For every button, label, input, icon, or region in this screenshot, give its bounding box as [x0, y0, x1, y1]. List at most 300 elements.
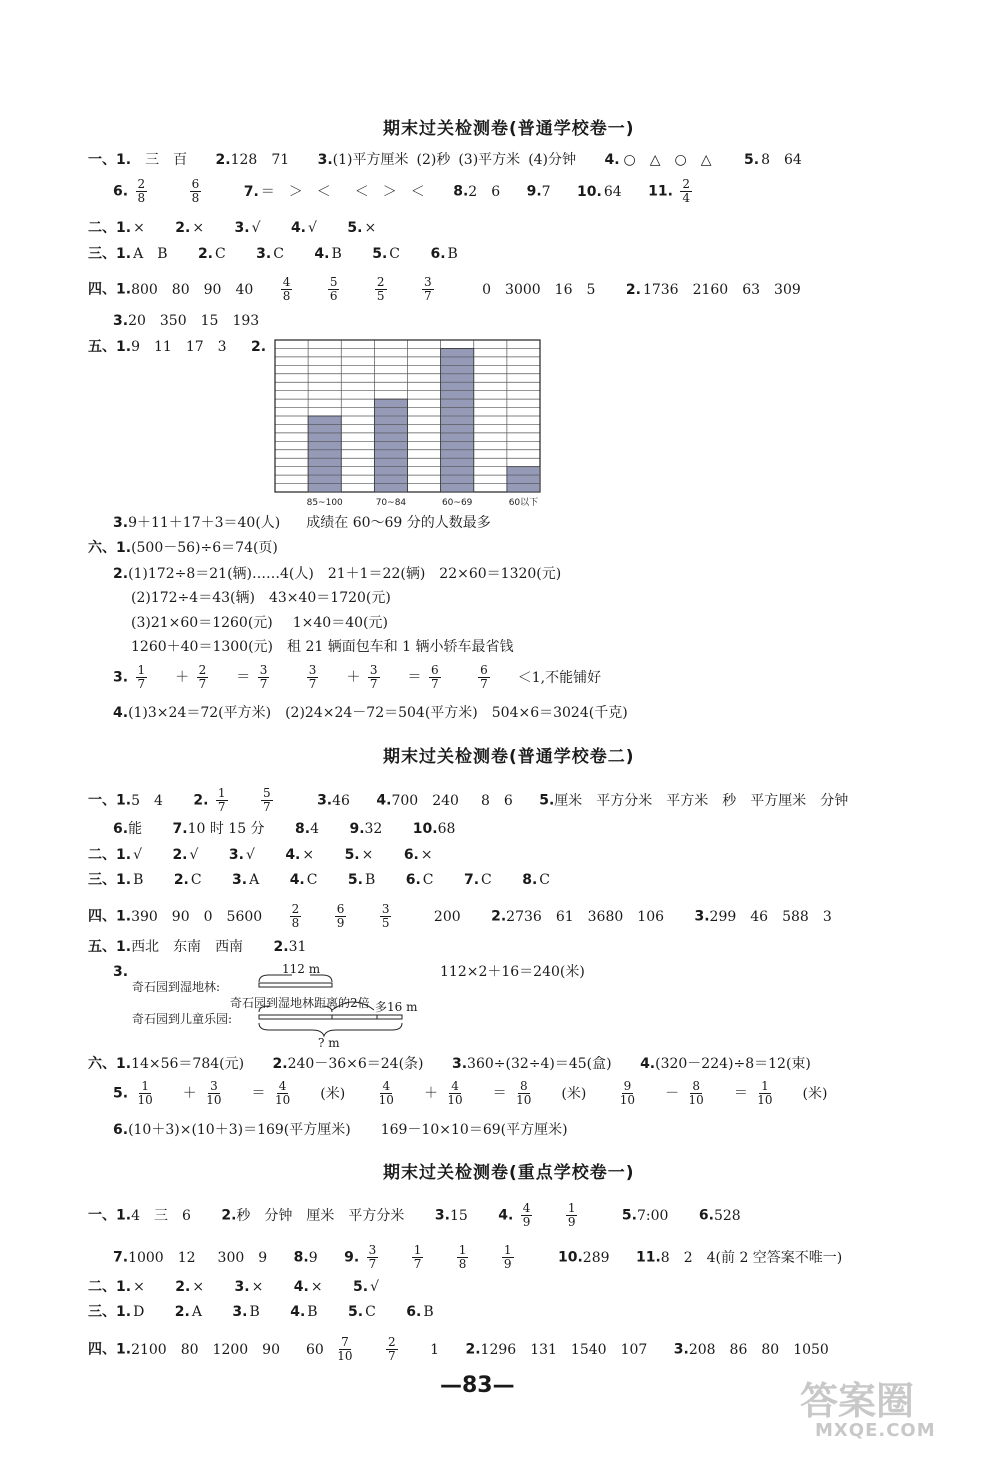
q: 3.: [317, 792, 333, 809]
q: 一、1.: [88, 1207, 132, 1224]
q: 8.: [522, 872, 538, 888]
fraction: [368, 664, 394, 691]
denominator: 10: [688, 1093, 704, 1107]
q: 5.: [539, 792, 555, 809]
numerator: 8: [519, 1079, 528, 1093]
unit: (米): [320, 1085, 346, 1102]
denominator: 5: [376, 289, 385, 303]
denominator: 9: [567, 1215, 576, 1229]
a: 350: [159, 313, 187, 329]
section-title-2: 期末过关检测卷(普通学校卷二): [383, 747, 635, 767]
op: －: [665, 1085, 680, 1102]
a: 208: [688, 1341, 716, 1358]
q: 6.: [403, 847, 419, 863]
q: 3.: [234, 1279, 250, 1295]
q: 8.: [293, 1249, 309, 1266]
denominator: 10: [516, 1093, 532, 1107]
a: 17: [185, 339, 204, 355]
denominator: 9: [503, 1257, 512, 1271]
a: 成绩在 60～69 分的人数最多: [306, 515, 491, 531]
fraction: [680, 178, 706, 205]
a: 3680: [587, 908, 624, 925]
s1-row-14: [113, 664, 615, 691]
a: 11: [153, 339, 172, 355]
numerator: 4: [282, 275, 291, 289]
a: 0: [482, 281, 492, 298]
segment-mid-label: 奇石园到湿地林距离的2倍: [230, 996, 370, 1010]
op: ＝: [251, 1085, 266, 1102]
q: 10.: [557, 1249, 583, 1266]
fraction: [618, 1080, 651, 1107]
a: 504×6＝3024(千克): [491, 705, 628, 721]
numerator: 6: [480, 663, 488, 677]
s1-row-9: [88, 539, 292, 557]
a: (1)172÷8＝21(辆)……4(人): [128, 566, 314, 582]
a: ×: [310, 1279, 323, 1295]
fraction: [367, 1244, 393, 1271]
denominator: 7: [413, 1257, 422, 1271]
q: 3.: [232, 872, 248, 888]
a: 8: [660, 1249, 670, 1266]
q: 2.: [174, 1304, 190, 1320]
a: C: [365, 1304, 376, 1320]
a: 三: [153, 1207, 168, 1224]
a: 1050: [793, 1341, 829, 1358]
fraction: [502, 1244, 528, 1271]
q: 2.: [272, 1056, 288, 1072]
numerator: 3: [381, 902, 390, 916]
a: 360÷(32÷4)＝45(盒): [467, 1056, 612, 1072]
denominator: 4: [682, 191, 691, 205]
segment-label-1: 奇石园到湿地林:: [132, 980, 221, 994]
q: 4.: [640, 1056, 656, 1072]
s2-row-10: [113, 1121, 582, 1139]
q: 8.: [295, 821, 311, 837]
a: ＜1,不能铺好: [517, 669, 602, 686]
a: 9: [258, 1249, 268, 1266]
a: ＜: [410, 183, 425, 200]
q: 9.: [344, 1249, 360, 1266]
a: 289: [582, 1249, 610, 1266]
a: (2)24×24－72＝504(平方米): [285, 705, 478, 721]
a: 平方厘米: [750, 792, 807, 809]
denominator: 7: [388, 1349, 396, 1363]
s1-row-2: [113, 178, 720, 205]
a: 1×40＝40(元): [292, 615, 388, 631]
fraction: [377, 1080, 410, 1107]
fraction: [566, 1202, 592, 1229]
numerator: 1: [137, 663, 146, 677]
q: 2.: [221, 1207, 237, 1224]
fraction: [307, 664, 333, 691]
q: 5.: [353, 1279, 369, 1295]
a: ＞: [288, 183, 303, 200]
q: 4.: [290, 220, 306, 236]
numerator: 1: [141, 1079, 149, 1093]
a: A: [133, 246, 144, 262]
a: 46: [332, 792, 350, 809]
q: 4.: [289, 872, 305, 888]
q: 3.: [232, 1304, 248, 1320]
denominator: 8: [191, 191, 200, 205]
bar-60以下: [507, 467, 540, 492]
a: 百: [173, 152, 188, 168]
a: 128: [230, 152, 258, 168]
a: 东南: [173, 939, 202, 955]
q: 六、1.: [88, 1056, 132, 1072]
a: (2)秒: [416, 152, 451, 168]
s1-row-4: [88, 245, 472, 263]
x-tick-label: 60~69: [441, 498, 473, 508]
a: 68: [437, 821, 456, 837]
q: 6.: [113, 183, 129, 200]
q: 6.: [406, 1304, 422, 1320]
a: 64: [783, 152, 802, 168]
a: 14×56＝784(元): [131, 1056, 245, 1072]
unit: (米): [561, 1085, 587, 1102]
a: △: [700, 152, 712, 168]
numerator: 3: [259, 663, 268, 677]
q: 3.: [434, 1207, 450, 1224]
fraction: [204, 1080, 237, 1107]
q: 3.: [113, 669, 129, 686]
a: 平方分米: [348, 1207, 405, 1224]
numerator: 2: [682, 177, 691, 191]
q: 5.: [113, 1085, 129, 1102]
q: 11.: [635, 1249, 661, 1266]
numerator: 3: [424, 275, 432, 289]
q: 5.: [344, 847, 360, 863]
s1-row-3: [88, 219, 390, 237]
s1-row-8: [113, 514, 505, 532]
a: 43×40＝1720(元): [268, 590, 391, 606]
section-title-1: 期末过关检测卷(普通学校卷一): [383, 119, 635, 139]
a: 90: [262, 1341, 280, 1358]
a: 90: [171, 908, 190, 925]
q: 2.: [251, 339, 267, 355]
a: (320－224)÷8＝12(束): [655, 1056, 811, 1072]
a: 厘米: [554, 792, 583, 809]
denominator: 10: [757, 1093, 773, 1107]
fraction: [261, 787, 287, 814]
fraction: [422, 276, 448, 303]
a: 3: [217, 339, 227, 355]
fraction: [328, 276, 354, 303]
a: ＝: [260, 183, 275, 200]
a: 平方米: [666, 792, 709, 809]
bar-85~100: [308, 416, 341, 492]
a: 6: [491, 183, 501, 200]
a: 800: [131, 281, 158, 298]
s2-row-5: [88, 903, 846, 930]
numerator: 2: [376, 275, 385, 289]
q: 8.: [453, 183, 469, 200]
denominator: 9: [522, 1215, 531, 1229]
a: (4)分钟: [528, 152, 577, 168]
a: 0: [203, 908, 213, 925]
a: 309: [774, 281, 801, 298]
numerator: 3: [368, 1243, 377, 1257]
a: 西北: [131, 939, 160, 955]
s3-row-1: [88, 1202, 755, 1229]
q: 5.: [372, 246, 388, 262]
a: 240: [432, 792, 459, 809]
a: (2)172÷4＝43(辆): [131, 590, 255, 606]
denominator: 7: [137, 677, 146, 691]
a: A: [249, 872, 260, 888]
denominator: 7: [480, 677, 488, 691]
fraction: [429, 664, 455, 691]
a: √: [245, 847, 255, 863]
segment-question-label: ? m: [318, 1036, 340, 1050]
a: ×: [133, 1279, 145, 1295]
s2-row-8: [88, 1055, 825, 1073]
denominator: 7: [368, 1257, 377, 1271]
a: 200: [433, 908, 461, 925]
a: 4(前 2 空答案不唯一): [706, 1249, 843, 1266]
q: 4.: [314, 246, 330, 262]
numerator: 2: [291, 902, 300, 916]
numerator: 5: [329, 275, 338, 289]
a: 299: [709, 908, 737, 925]
a: 4: [131, 1207, 140, 1224]
a: 240－36×6＝24(条): [287, 1056, 424, 1072]
q: 6.: [113, 1122, 129, 1138]
a: C: [273, 246, 284, 262]
op: ＝: [236, 669, 251, 686]
q: 5.: [348, 1304, 364, 1320]
segment-top-label: 112 m: [282, 962, 321, 976]
fraction: [445, 1080, 478, 1107]
q: 3.: [317, 152, 333, 168]
s1-row-12: [131, 614, 402, 632]
a: ×: [302, 847, 315, 863]
a: 2: [468, 183, 478, 200]
s2-row-4: [88, 871, 564, 889]
denominator: 7: [259, 677, 268, 691]
a: C: [539, 872, 550, 888]
denominator: 10: [447, 1093, 463, 1107]
fraction: [380, 903, 406, 930]
q: 7.: [113, 1249, 129, 1266]
q: 三、1.: [88, 1304, 132, 1320]
a: 1200: [212, 1341, 249, 1358]
a: △: [649, 152, 661, 168]
s2-row-9: [113, 1080, 841, 1107]
a: √: [189, 847, 199, 863]
q: 5.: [347, 872, 363, 888]
q: 2.: [172, 847, 188, 863]
a: ＜: [316, 183, 331, 200]
q: 2.: [175, 1279, 191, 1295]
s1-row-5: [88, 276, 815, 303]
a: 2: [683, 1249, 693, 1266]
a: (10＋3)×(10＋3)＝169(平方厘米): [128, 1122, 351, 1138]
q: 2.: [465, 1341, 481, 1358]
numerator: 4: [522, 1201, 531, 1215]
fraction: [273, 1080, 306, 1107]
a: 9: [131, 339, 140, 355]
numerator: 5: [262, 786, 271, 800]
numerator: 9: [623, 1079, 632, 1093]
a: 700: [391, 792, 419, 809]
s1-row-10: [113, 565, 575, 583]
denominator: 10: [137, 1093, 153, 1107]
s1-row-1: [88, 151, 816, 169]
denominator: 7: [430, 677, 439, 691]
q: 10.: [412, 821, 438, 837]
op: ＋: [175, 669, 190, 686]
a: 63: [742, 281, 761, 298]
a: 5: [586, 281, 596, 298]
s2-row-7-answer: [440, 963, 599, 981]
denominator: 8: [137, 191, 146, 205]
a: 1: [430, 1341, 440, 1358]
a: 21＋1＝22(辆): [327, 566, 426, 582]
q: 五、1.: [88, 339, 132, 355]
denominator: 8: [282, 289, 291, 303]
q: 2.: [197, 246, 213, 262]
a: √: [133, 847, 142, 863]
q: 2.: [215, 152, 231, 168]
q: 6.: [405, 872, 421, 888]
numerator: 3: [308, 663, 317, 677]
s1-row-13: [131, 638, 528, 656]
q: 二、1.: [88, 847, 132, 863]
a: 2736: [506, 908, 542, 925]
a: 三: [145, 152, 160, 168]
a: B: [133, 872, 144, 888]
fraction: [457, 1244, 483, 1271]
denominator: 8: [291, 916, 300, 930]
numerator: 1: [458, 1243, 467, 1257]
a: (500－56)÷6＝74(页): [131, 540, 278, 556]
fraction: [412, 1244, 438, 1271]
a: ×: [133, 220, 145, 236]
a: 1736: [642, 281, 679, 298]
a: 80: [761, 1341, 780, 1358]
watermark-url: MXQE.COM: [815, 1420, 936, 1441]
fraction: [755, 1080, 788, 1107]
a: D: [133, 1304, 145, 1320]
q: 六、1.: [88, 540, 132, 556]
q: 5.: [621, 1207, 637, 1224]
a: 秒: [236, 1207, 251, 1224]
a: (3)平方米: [458, 152, 521, 168]
a: 8: [761, 152, 770, 168]
a: 32: [364, 821, 383, 837]
denominator: 7: [308, 677, 317, 691]
a: C: [389, 246, 400, 262]
a: 61: [555, 908, 574, 925]
a: 16: [554, 281, 573, 298]
segment-label-2: 奇石园到儿童乐园:: [132, 1012, 233, 1026]
a: 1260＋40＝1300(元): [131, 639, 273, 655]
bar-60~69: [441, 348, 474, 492]
numerator: 1: [413, 1243, 422, 1257]
q: 二、1.: [88, 220, 132, 236]
a: A: [191, 1304, 202, 1320]
numerator: 6: [336, 902, 345, 916]
a: 9: [308, 1249, 318, 1266]
numerator: 8: [692, 1079, 700, 1093]
fraction: [478, 664, 504, 691]
numerator: 1: [503, 1243, 512, 1257]
a: 131: [530, 1341, 557, 1358]
fraction: [290, 903, 316, 930]
fraction: [386, 1336, 412, 1363]
numerator: 4: [451, 1079, 459, 1093]
q: 2.: [113, 566, 129, 582]
a: (1)平方厘米: [332, 152, 409, 168]
denominator: 10: [337, 1349, 353, 1363]
a: 9＋11＋17＋3＝40(人): [128, 515, 281, 531]
q: 3.: [113, 964, 129, 980]
unit: (米): [802, 1085, 828, 1102]
a: 528: [713, 1207, 741, 1224]
a: 5: [131, 792, 140, 809]
a: 80: [180, 1341, 199, 1358]
denominator: 10: [206, 1093, 222, 1107]
q: 三、1.: [88, 872, 132, 888]
a: (1)3×24＝72(平方米): [128, 705, 272, 721]
q: 3.: [113, 313, 129, 329]
q: 2.: [273, 939, 289, 955]
q: 3.: [234, 220, 250, 236]
a: 3: [822, 908, 832, 925]
op: ＋: [423, 1085, 438, 1102]
q: 一、1.: [88, 792, 132, 809]
s2-row-2: [113, 820, 469, 838]
numerator: 4: [278, 1079, 287, 1093]
a: (3)21×60＝1260(元): [131, 615, 273, 631]
q: 4.: [376, 792, 392, 809]
a: 8: [480, 792, 490, 809]
denominator: 10: [619, 1093, 636, 1107]
q: 6.: [113, 821, 129, 837]
numerator: 4: [382, 1079, 391, 1093]
fraction: [335, 903, 361, 930]
q: 4.: [290, 1304, 306, 1320]
a: 1296: [480, 1341, 517, 1358]
q: 3.: [673, 1341, 689, 1358]
a: ×: [364, 220, 377, 236]
a: 厘米: [306, 1207, 335, 1224]
s3-row-2: [113, 1244, 856, 1271]
a: 22×60＝1320(元): [439, 566, 562, 582]
a: B: [157, 246, 168, 262]
x-tick-label: 85~100: [306, 498, 343, 508]
a: B: [249, 1304, 260, 1320]
score-bar-chart: [270, 335, 545, 515]
fraction: [258, 664, 284, 691]
a: ×: [361, 847, 374, 863]
q: 4.: [604, 152, 620, 168]
s2-row-6: [88, 938, 320, 956]
q: 3.: [694, 908, 710, 925]
fraction: [521, 1202, 547, 1229]
fraction: [136, 664, 162, 691]
a: 300: [217, 1249, 245, 1266]
numerator: 1: [217, 786, 226, 800]
a: ×: [420, 847, 433, 863]
op: ＝: [733, 1085, 748, 1102]
a: ×: [192, 1279, 205, 1295]
a: 64: [603, 183, 622, 200]
a: ×: [192, 220, 205, 236]
s1-row-6: [113, 312, 273, 330]
a: 106: [637, 908, 665, 925]
